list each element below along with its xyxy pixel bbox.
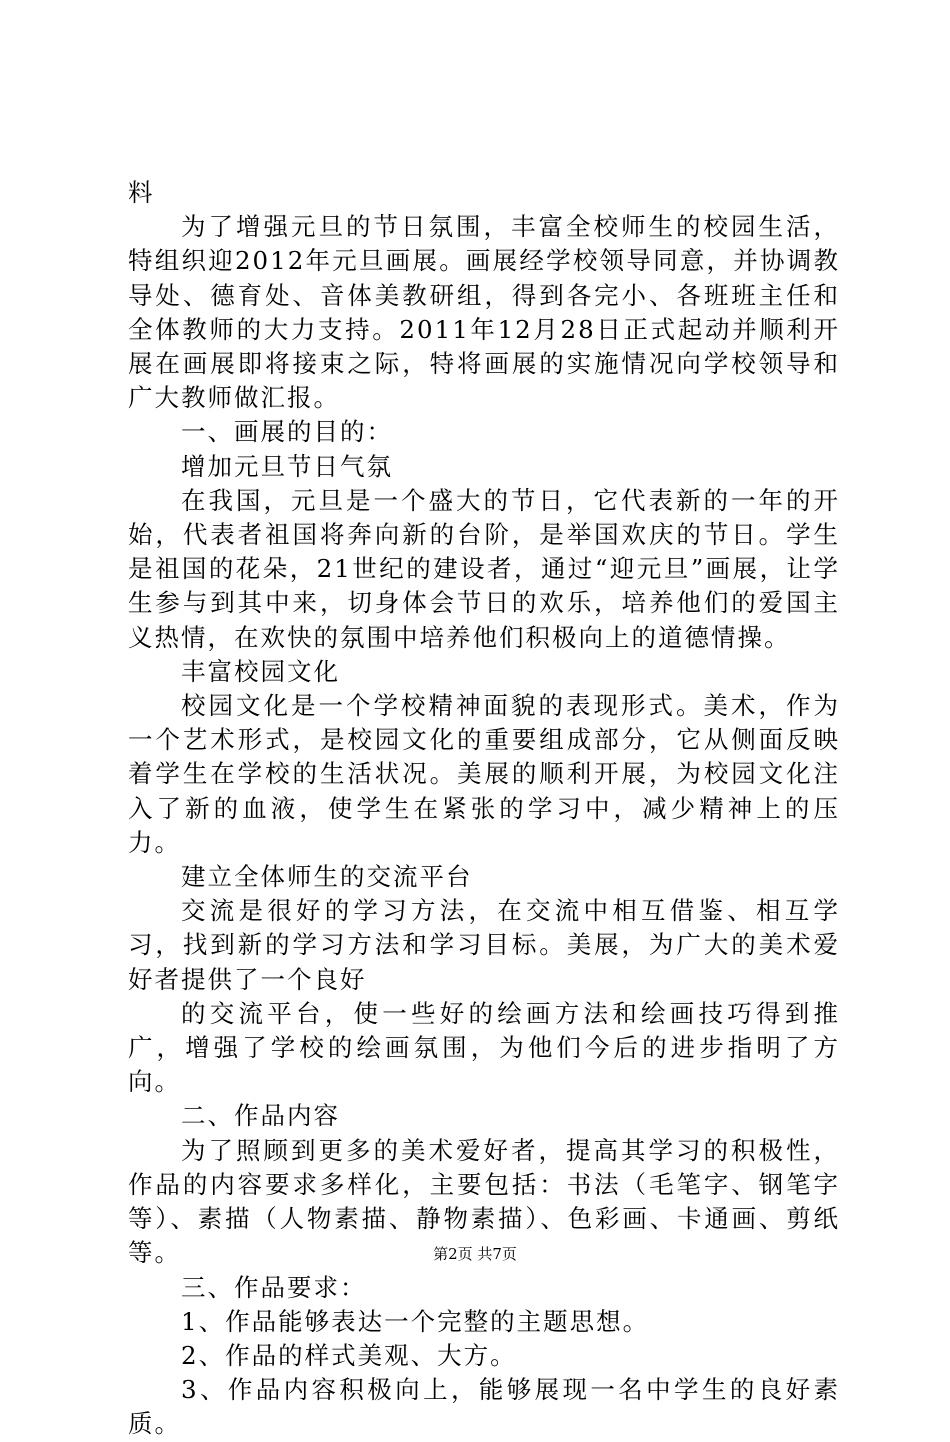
section-heading-content: 二、作品内容 [181,1101,340,1131]
subheading-atmosphere: 增加元旦节日气氛 [181,451,393,481]
paragraph-atmosphere: 在我国，元旦是一个盛大的节日，它代表新的一年的开始，代表者祖国将奔向新的台阶，是举国欢庆的节日。学生是祖国的花朵，21世纪的建设者，通过“迎元旦”画展，让学生参与到其中来，切身体会节日的欢乐，培养他们的爱国主义热情，在欢快的氛围中培养他们积极向上的道德情操。 [128,485,840,652]
requirement-item-3: 3、作品内容积极向上，能够展现一名中学生的良好素质。 [128,1375,840,1439]
intro-paragraph: 为了增强元旦的节日氛围，丰富全校师生的校园生活，特组织迎2012年元旦画展。画展经学校领导同意，并协调教导处、德育处、音体美教研组，得到各完小、各班班主任和全体教师的大力支持。2011年12月28日正式起动并顺利开展在画展即将接束之际，特将画展的实施情况向学校领导和广大教师做汇报。 [128,212,840,413]
page-number: 第2页 共7页 [433,1245,517,1263]
paragraph-exchange-platform: 交流是很好的学习方法，在交流中相互借鉴、相互学习，找到新的学习方法和学习目标。美展，为广大的美术爱好者提供了一个良好 [128,896,840,994]
requirement-item-2: 2、作品的样式美观、大方。 [181,1340,517,1370]
paragraph-content: 为了照顾到更多的美术爱好者，提高其学习的积极性，作品的内容要求多样化，主要包括：书法（毛笔字、钢笔字等）、素描（人物素描、静物素描）、色彩画、卡通画、剪纸等。 [128,1135,840,1268]
paragraph-campus-culture: 校园文化是一个学校精神面貌的表现形式。美术，作为一个艺术形式，是校园文化的重要组成部分，它从侧面反映着学生在学校的生活状况。美展的顺利开展，为校园文化注入了新的血液，使学生在紧张的学习中，减少精神上的压力。 [128,691,840,857]
section-heading-purpose: 一、画展的目的： [181,417,393,447]
section-heading-requirements: 三、作品要求： [181,1272,367,1302]
paragraph-exchange-platform-cont: 的交流平台，使一些好的绘画方法和绘画技巧得到推广，增强了学校的绘画氛围，为他们今后的进步指明了方向。 [128,998,840,1097]
subheading-campus-culture: 丰富校园文化 [181,656,340,686]
requirement-item-1: 1、作品能够表达一个完整的主题思想。 [181,1306,650,1336]
continued-text: 料 [128,178,155,207]
subheading-exchange-platform: 建立全体师生的交流平台 [181,862,473,892]
